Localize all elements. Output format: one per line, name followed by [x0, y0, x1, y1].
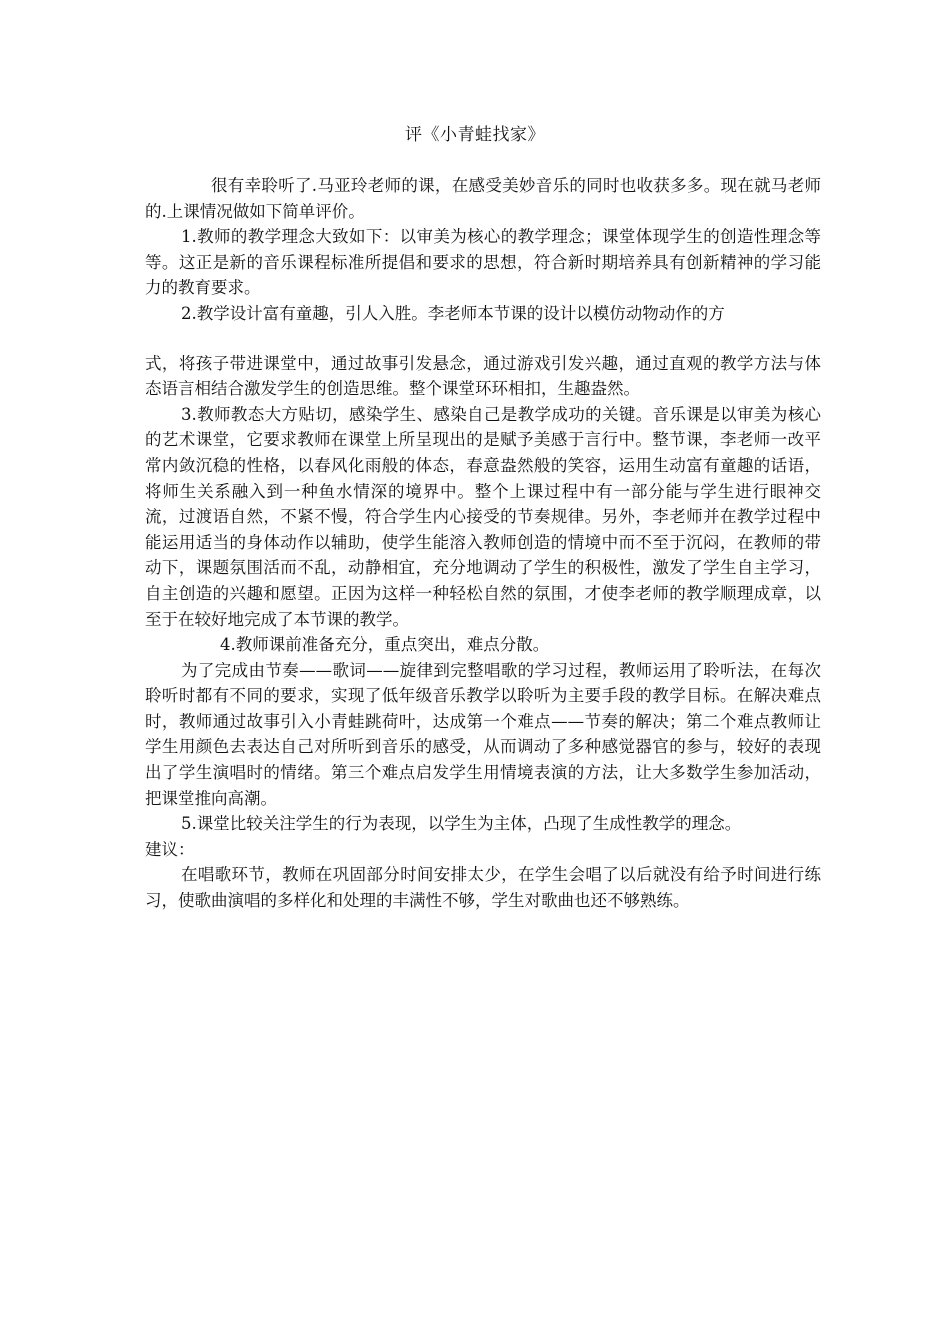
paragraph-point-4-detail: 为了完成由节奏——歌词——旋律到完整唱歌的学习过程，教师运用了聆听法，在每次聆听时都有不同的要求，实现了低年级音乐教学以聆听为主要手段的教学目标。在解决难点时，教师通过故事引入小青蛙跳荷叶，达成第一个难点——节奏的解决；第二个难点教师让学生用颜色去表达自己对所听到音乐的感受，从而调动了多种感觉器官的参与，较好的表现出了学生演唱时的情绪。第三个难点启发学生用情境表演的方法，让大多数学生参加活动，把课堂推向高潮。 [145, 660, 821, 808]
paragraph-point-5: 5.课堂比较关注学生的行为表现，以学生为主体，凸现了生成性教学的理念。 [181, 814, 742, 834]
paragraph-point-3: 3.教师教态大方贴切，感染学生、感染自己是教学成功的关键。音乐课是以审美为核心的艺术课堂，它要求教师在课堂上所呈现出的是赋予美感于言行中。整节课，李老师一改平常内敛沉稳的性格，以春风化雨般的体态，春意盎然般的笑容，运用生动富有童趣的话语，将师生关系融入到一种鱼水情深的境界中。整个上课过程中有一部分能与学生进行眼神交流，过渡语自然，不紧不慢，符合学生内心接受的节奏规律。另外，李老师并在教学过程中能运用适当的身体动作以辅助，使学生能溶入教师创造的情境中而不至于沉闷，在教师的带动下，课题氛围活而不乱，动静相宜，充分地调动了学生的积极性，激发了学生自主学习，自主创造的兴趣和愿望。正因为这样一种轻松自然的氛围，才使李老师的教学顺理成章，以至于在较好地完成了本节课的教学。 [145, 404, 821, 629]
paragraph-point-1: 1.教师的教学理念大致如下：以审美为核心的教学理念；课堂体现学生的创造性理念等等。这正是新的音乐课程标准所提倡和要求的思想，符合新时期培养具有创新精神的学习能力的教育要求。 [145, 227, 821, 298]
paragraph-point-2-continued: 式，将孩子带进课堂中，通过故事引发悬念，通过游戏引发兴趣，通过直观的教学方法与体态语言相结合激发学生的创造思维。整个课堂环环相扣，生趣盎然。 [145, 353, 821, 399]
paragraph-suggestion: 在唱歌环节，教师在巩固部分时间安排太少，在学生会唱了以后就没有给予时间进行练习，使歌曲演唱的多样化和处理的丰满性不够，学生对歌曲也还不够熟练。 [145, 865, 821, 911]
document-body [145, 173, 821, 914]
paragraph-point-2-start: 2.教学设计富有童趣，引人入胜。李老师本节课的设计以模仿动物动作的方 [181, 303, 725, 323]
paragraph-gap [145, 327, 821, 351]
paragraph-intro: 很有幸聆听了.马亚玲老师的课，在感受美妙音乐的同时也收获多多。现在就马老师的.上课情况做如下简单评价。 [145, 176, 821, 221]
paragraph-point-4: 4.教师课前准备充分，重点突出，难点分散。 [220, 635, 550, 655]
paragraph-suggestion-heading: 建议： [145, 839, 195, 859]
document-title: 评《小青蛙找家》 [405, 125, 545, 145]
